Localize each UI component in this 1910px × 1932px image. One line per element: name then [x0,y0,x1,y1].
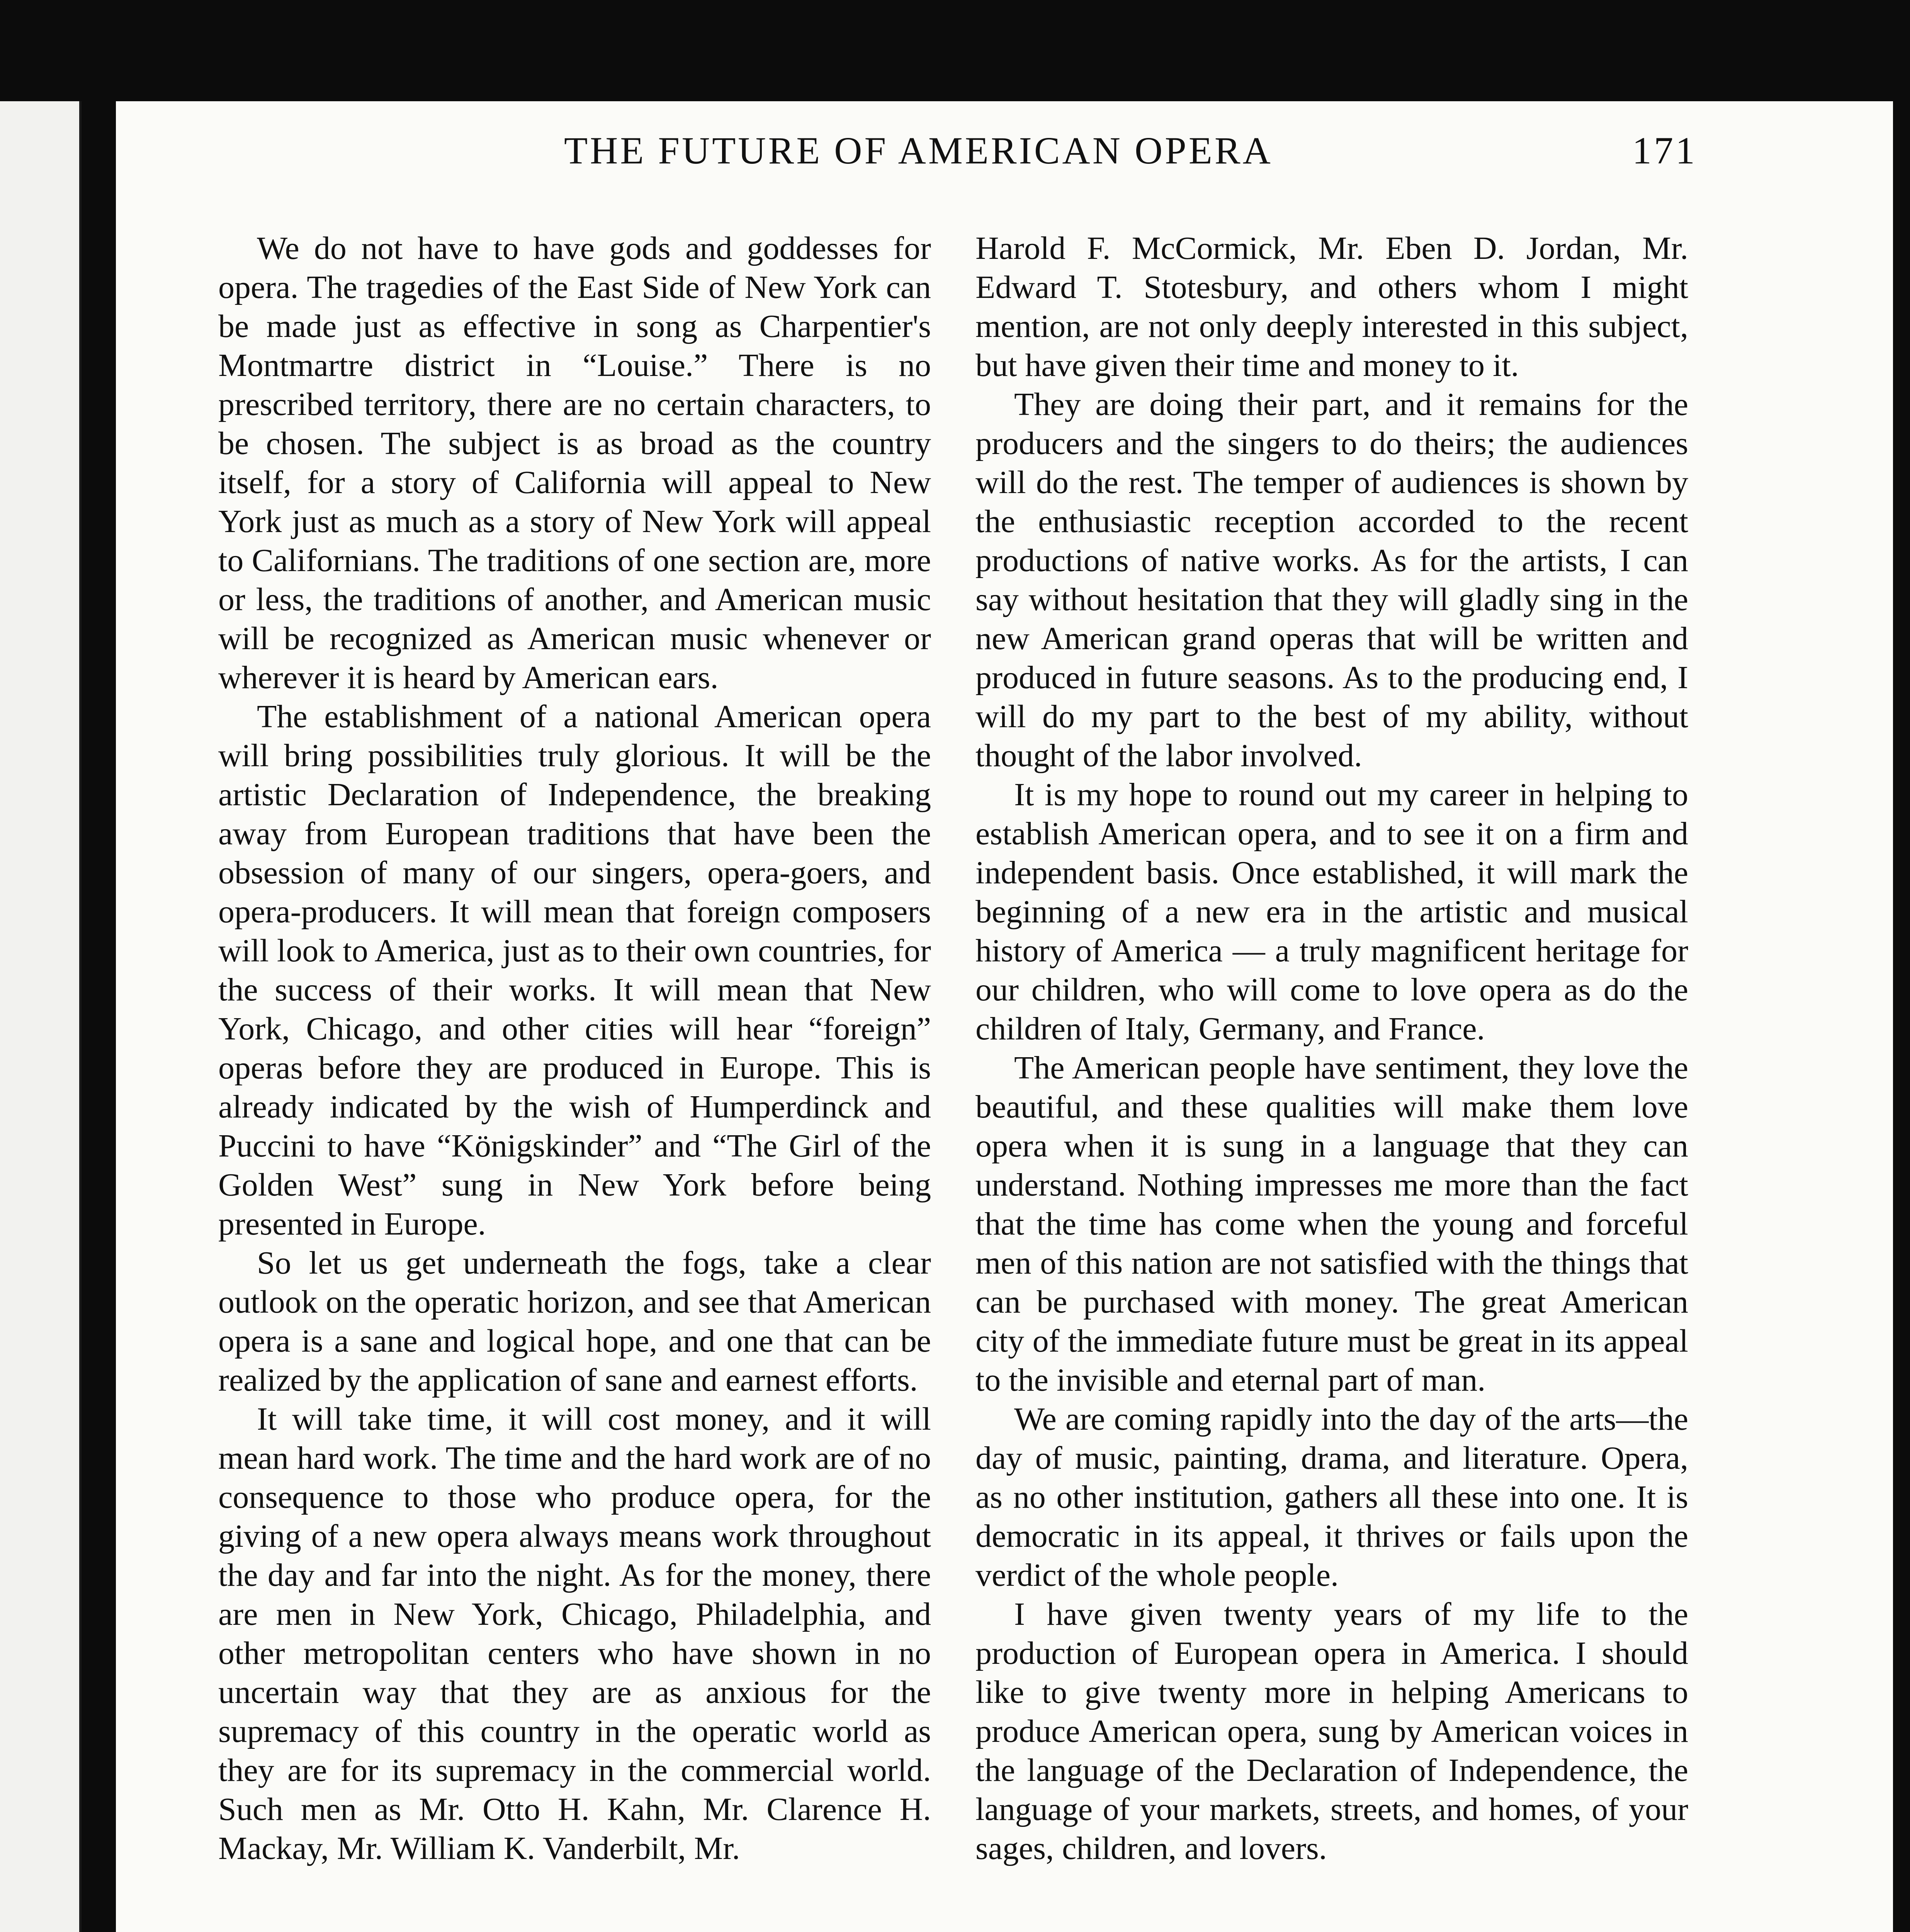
paragraph: I have given twenty years of my life to the production of European opera in America. I should like to give twenty more in helping Americans to produce American opera, sung by American voices in the language of the Declaration of Independence, the language of your markets, streets, and homes, of your sages, children, and lovers. [975,1596,1688,1866]
paragraph: It is my hope to round out my career in helping to establish American opera, and to see it on a firm and independent basis. Once established, it will mark the beginning of a new era in the artistic and musical history of America — a truly magnificent heritage for our children, who will come to love opera as do the children of Italy, Germany, and France. [975,777,1688,1047]
running-title: THE FUTURE OF AMERICAN OPERA [564,129,1273,172]
paragraph: Harold F. McCormick, Mr. Eben D. Jordan, Mr. Edward T. Stotesbury, and others whom I might mention, are not only deeply interested in this subject, but have given their time and money to it. [975,230,1688,383]
page-number: 171 [1632,129,1697,172]
paragraph: They are doing their part, and it remains for the producers and the singers to do theirs; the audiences will do the rest. The temper of audiences is shown by the enthusiastic reception accorded to the recent productions of native works. As for the artists, I can say without hesitation that they will gladly sing in the new American grand operas that will be written and produced in future seasons. As to the producing end, I will do my part to the best of my ability, without thought of the labor involved. [975,386,1688,774]
adjacent-page-edge [0,101,82,1932]
text-column-right [975,229,1688,1868]
paragraph: The American people have sentiment, they love the beautiful, and these qualities will make them love opera when it is sung in a language that they can understand. Nothing impresses me more than the fact that the time has come when the young and forceful men of this nation are not satisfied with the things that can be purchased with money. The great American city of the immediate future must be great in its appeal to the invisible and eternal part of man. [975,1050,1688,1398]
running-header [116,128,1893,182]
text-column-left [218,229,931,1868]
book-page [116,101,1893,1932]
paragraph: So let us get underneath the fogs, take a clear outlook on the operatic horizon, and see that American opera is a sane and logical hope, and one that can be realized by the application of sane and earnest efforts. [218,1245,931,1398]
paragraph: It will take time, it will cost money, and it will mean hard work. The time and the hard work are of no consequence to those who produce opera, for the giving of a new opera always means work throughout the day and far into the night. As for the money, there are men in New York, Chicago, Philadelphia, and other metropolitan centers who have shown in no uncertain way that they are as anxious for the supremacy of this country in the operatic world as they are for its supremacy in the commercial world. Such men as Mr. Otto H. Kahn, Mr. Clarence H. Mackay, Mr. William K. Vanderbilt, Mr. [218,1401,931,1866]
paragraph: The establishment of a national American opera will bring possibilities truly glorious. It will be the artistic Declaration of Independence, the breaking away from European traditions that have been the obsession of many of our singers, opera-goers, and opera-producers. It will mean that foreign composers will look to America, just as to their own countries, for the success of their works. It will mean that New York, Chicago, and other cities will hear “foreign” operas before they are produced in Europe. This is already indicated by the wish of Humperdinck and Puccini to have “Königskinder” and “The Girl of the Golden West” sung in New York before being presented in Europe. [218,699,931,1242]
paragraph: We do not have to have gods and goddesses for opera. The tragedies of the East Side of New York can be made just as effective in song as Charpentier's Montmartre district in “Louise.” There is no prescribed territory, there are no certain characters, to be chosen. The subject is as broad as the country itself, for a story of California will appeal to New York just as much as a story of New York will appeal to Californians. The traditions of one section are, more or less, the traditions of another, and American music will be recognized as American music whenever or wherever it is heard by American ears. [218,230,931,696]
paragraph: We are coming rapidly into the day of the arts—the day of music, painting, drama, and literature. Opera, as no other institution, gathers all these into one. It is democratic in its appeal, it thrives or fails upon the verdict of the whole people. [975,1401,1688,1593]
